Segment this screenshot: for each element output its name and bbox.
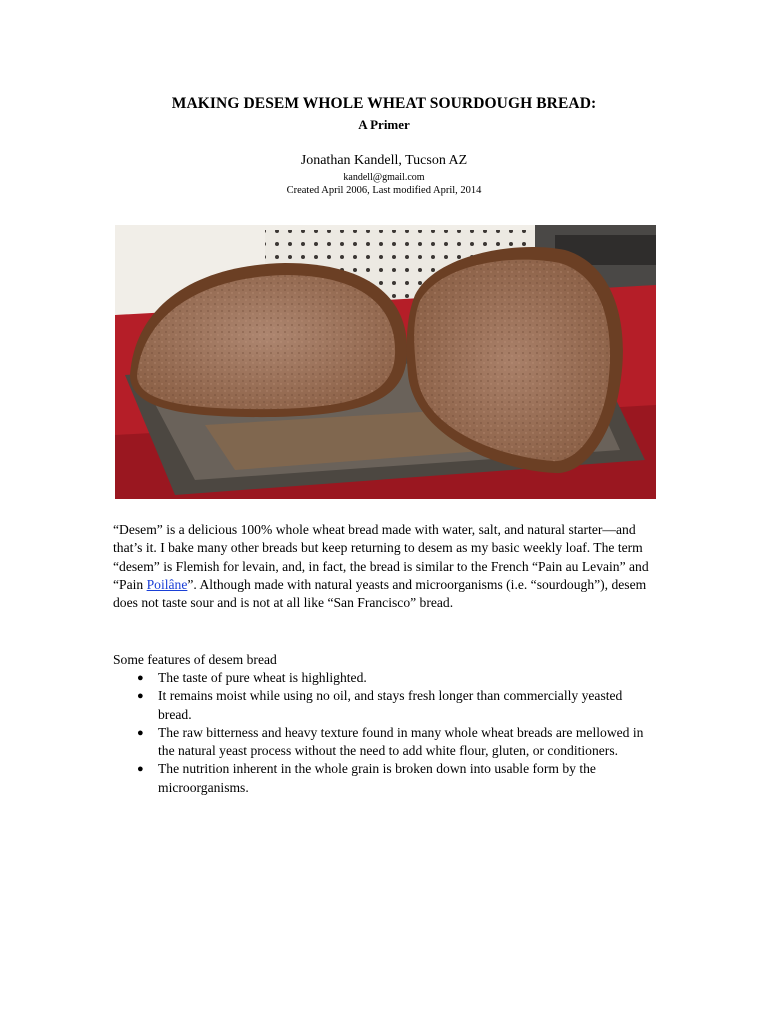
document-subtitle: A Primer bbox=[358, 117, 410, 132]
document-title: MAKING DESEM WHOLE WHEAT SOURDOUGH BREAD: bbox=[171, 95, 597, 112]
bullet-icon: ● bbox=[137, 763, 144, 776]
bullet-icon: ● bbox=[137, 672, 144, 684]
bullet-icon: ● bbox=[137, 690, 144, 703]
date-line: Created April 2006, Last modified April, 2014 bbox=[286, 185, 482, 196]
list-item bbox=[113, 669, 658, 687]
list-item bbox=[113, 687, 658, 724]
intro-paragraph bbox=[113, 521, 658, 612]
list-item-text: It remains moist while using no oil, and stays fresh longer than commercially yeasted bread. bbox=[158, 688, 623, 722]
features-heading: Some features of desem bread bbox=[113, 652, 277, 667]
list-item bbox=[113, 724, 658, 761]
list-item-text: The raw bitterness and heavy texture found in many whole wheat breads are mellowed in the natural yeast process without the need to add white flour, gluten, or conditioners. bbox=[158, 724, 644, 759]
features-list bbox=[113, 669, 658, 797]
list-item bbox=[113, 760, 658, 797]
list-item-text: The taste of pure wheat is highlighted. bbox=[158, 670, 367, 685]
author-line: Jonathan Kandell, Tucson AZ bbox=[300, 153, 468, 168]
intro-text-1: “Desem” is a delicious 100% whole wheat bread made with water, salt, and natural starter—and that’s it. I bake many other breads but keep returning to desem as my basic weekly loaf. The term “desem” is Flemish for levain, and, in fact, the bread is similar to the French “Pain au Levain” and “Pain bbox=[113, 522, 649, 592]
intro-text-2: ”. Although made with natural yeasts and microorganisms (i.e. “sourdough”), desem does not taste sour and is not at all like “San Francisco” bread. bbox=[113, 576, 647, 611]
author-email: kandell@gmail.com bbox=[343, 172, 425, 183]
bullet-icon: ● bbox=[137, 726, 144, 739]
bread-photo bbox=[115, 225, 656, 499]
list-item-text: The nutrition inherent in the whole grain is broken down into usable form by the microorganisms. bbox=[158, 761, 596, 795]
poilane-link[interactable]: Poilâne bbox=[146, 576, 188, 592]
